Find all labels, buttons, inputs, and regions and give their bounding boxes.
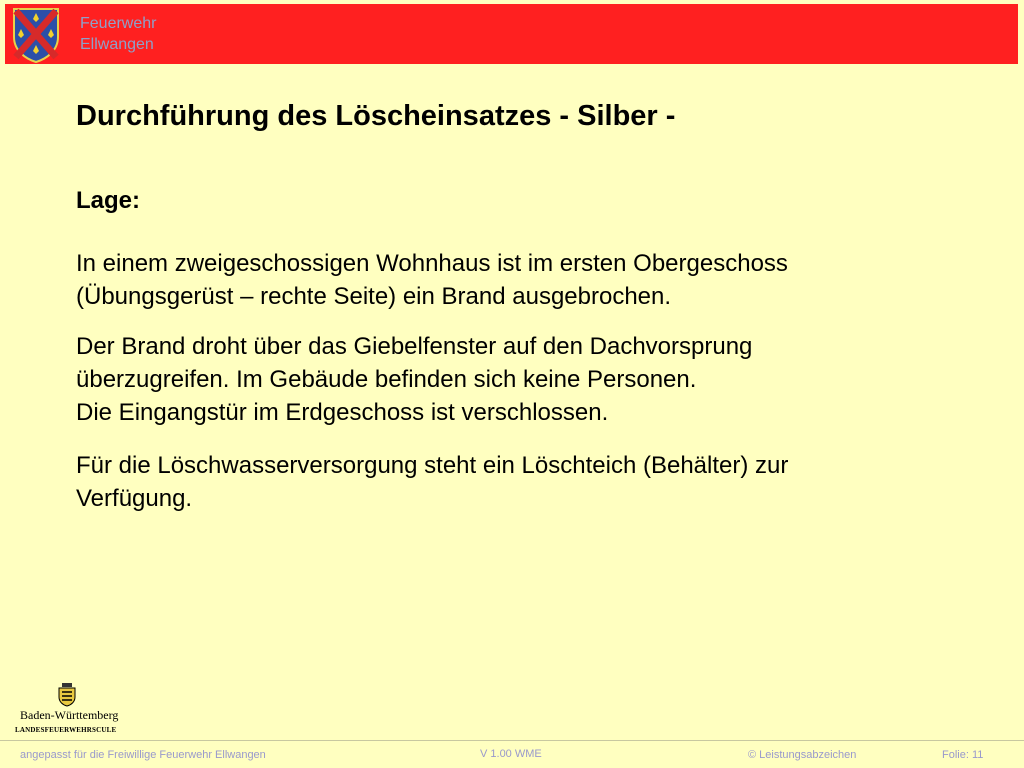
- header-bar: [5, 4, 1018, 64]
- organization-name-line1: Feuerwehr: [80, 15, 157, 32]
- state-emblem-icon: [57, 683, 77, 707]
- state-name: Baden-Württemberg: [20, 708, 119, 722]
- section-label: Lage:: [76, 187, 141, 214]
- organization-name: [80, 13, 156, 55]
- coat-of-arms-icon: [12, 7, 60, 63]
- footer-credit: angepasst für die Freiwillige Feuerwehr Ellwangen: [20, 749, 266, 761]
- footer-divider: [0, 740, 1024, 741]
- school-name: LANDESFEUERWEHRSCULE: [15, 726, 117, 734]
- situation-paragraph-3: Für die Löschwasserversorgung steht ein Löschteich (Behälter) zur Verfügung.: [76, 452, 789, 512]
- footer-copyright: © Leistungsabzeichen: [748, 749, 857, 761]
- slide-title: Durchführung des Löscheinsatzes - Silber -: [76, 100, 676, 132]
- situation-paragraph-1: In einem zweigeschossigen Wohnhaus ist im ersten Obergeschoss (Übungsgerüst – rechte Seite) ein Brand ausgebrochen.: [76, 250, 788, 310]
- footer-version: V 1.00 WME: [480, 748, 542, 760]
- situation-paragraph-2: Der Brand droht über das Giebelfenster auf den Dachvorsprung überzugreifen. Im Gebäude befinden sich keine Personen. Die Eingangstür im Erdgeschoss ist verschlossen.: [76, 333, 753, 426]
- organization-name-line2: Ellwangen: [80, 36, 154, 53]
- footer-slide-number: Folie: 11: [942, 749, 984, 761]
